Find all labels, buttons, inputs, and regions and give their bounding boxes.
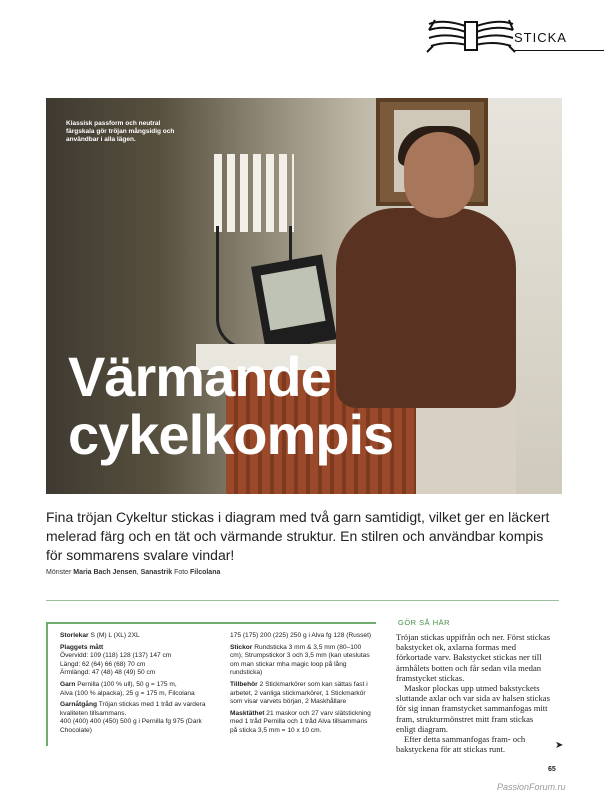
- photo-model-head: [404, 132, 474, 218]
- notions-label: Tillbehör: [230, 680, 258, 688]
- credit-knitter: Sanastrik: [140, 569, 173, 576]
- howto-text: [396, 632, 552, 754]
- notions-value: 2 Stickmarkörer som kan sättas fast i arbetet, 2 vanliga stickmarkörer, 1 Stickmarkör som visar varvets början, 2 Maskhållare: [230, 680, 368, 706]
- photo-caption: Klassisk passform och neutral färgskala gör tröjan mångsidig och användbar i alla lägen.: [66, 120, 175, 143]
- credits: [46, 569, 220, 576]
- gauge: [230, 710, 375, 736]
- photo-candles: [214, 154, 294, 232]
- page-title: [68, 345, 394, 466]
- howto-paragraph-3: Efter detta sammanfogas fram- och bakstyckena för att stickas runt.: [396, 734, 526, 755]
- measure-sleeve: Ärmlängd: 47 (48) 48 (49) 50 cm: [60, 669, 156, 677]
- credit-photographer: Filcolana: [190, 569, 221, 576]
- facts-column-1: [60, 632, 220, 739]
- intro-text: Fina tröjan Cykeltur stickas i diagram med två garn samtidigt, vilket ger en läckert melerad färg och en tät och värmande struktur. En stilren och användbar kompis för sommarens svalare vindar!: [46, 509, 550, 563]
- yarn-skein-icon: [425, 16, 517, 56]
- howto-paragraph-2: Maskor plockas upp utmed bakstyckets sluttande axlar och var sida av halsen stickas för sig innan framstycket sammanfogas mitt fram, strukturmönstret mitt fram stickas enligt diagram.: [396, 683, 550, 734]
- yarn-amount: [60, 701, 220, 735]
- credit-pattern-label: Mönster: [46, 569, 72, 576]
- facts-box: [46, 622, 376, 746]
- yarn-amount-label: Garnåtgång: [60, 701, 98, 709]
- photo-framed-picture: [251, 254, 337, 351]
- section-tag: STICKA: [514, 30, 567, 45]
- yarn-value-2: Alva (100 % alpacka), 25 g = 175 m, Filcolana: [60, 689, 195, 697]
- howto-title: GÖR SÅ HÄR: [398, 618, 451, 627]
- continue-arrow-icon: ➤: [555, 740, 564, 751]
- header-rule: [514, 50, 604, 51]
- needles-label: Stickor: [230, 643, 253, 651]
- photo-model-pants: [416, 398, 516, 494]
- sizes: [60, 632, 220, 641]
- measure-chest: Övervidd: 109 (118) 128 (137) 147 cm: [60, 652, 172, 660]
- hero-photo: [46, 98, 562, 494]
- sizes-value: S (M) L (XL) 2XL: [90, 632, 140, 639]
- measure-length: Längd: 62 (64) 66 (68) 70 cm: [60, 660, 146, 668]
- title-line-2: cykelkompis: [68, 403, 394, 466]
- credit-photo-label: Foto: [174, 569, 189, 576]
- title-line-1: Värmande: [68, 345, 331, 408]
- gauge-value: 21 maskor och 27 varv slätstickning med 1 tråd Pernilla och 1 tråd Alva tillsammans på sticka 3,5 mm = 10 x 10 cm.: [230, 709, 371, 734]
- credit-designer: Maria Bach Jensen: [73, 569, 137, 576]
- measures-label: Plaggets mått: [60, 643, 104, 651]
- yarn-amount-text: Tröjan stickas med 1 tråd av vardera kvaliteten tillsammans.: [60, 701, 206, 717]
- credit-sep: ,: [136, 569, 139, 576]
- needles: [230, 644, 375, 678]
- page-number: 65: [548, 766, 556, 773]
- watermark: PassionForum.ru: [497, 782, 566, 792]
- gauge-label: Masktäthet: [230, 709, 265, 717]
- yarn-amount-alva: 175 (175) 200 (225) 250 g i Alva fg 128 (Russet): [230, 632, 372, 639]
- yarn-label: Garn: [60, 680, 76, 688]
- facts-column-2: [230, 632, 375, 739]
- yarn-amount-values: 400 (400) 400 (450) 500 g i Pernilla fg 975 (Dark Chocolate): [60, 718, 202, 734]
- howto-paragraph-1: Tröjan stickas uppifrån och ner. Först stickas bakstycket ok, axlarna formas med förkortade varv. Bakstycket stickas ner till ärmhålets botten och får sedan vila medan framstycket stickas.: [396, 632, 551, 683]
- notions: [230, 681, 375, 707]
- needles-value: Rundsticka 3 mm & 3,5 mm (80–100 cm), Strumpstickor 3 och 3,5 mm (kan uteslutas om man stickar mha magic loop på lång rundsticka): [230, 643, 370, 677]
- measures: [60, 644, 220, 678]
- section-divider: [46, 600, 559, 601]
- yarn: [60, 681, 220, 698]
- yarn-value-1: Pernilla (100 % ull), 50 g = 175 m,: [77, 680, 177, 688]
- sizes-label: Storlekar: [60, 632, 89, 639]
